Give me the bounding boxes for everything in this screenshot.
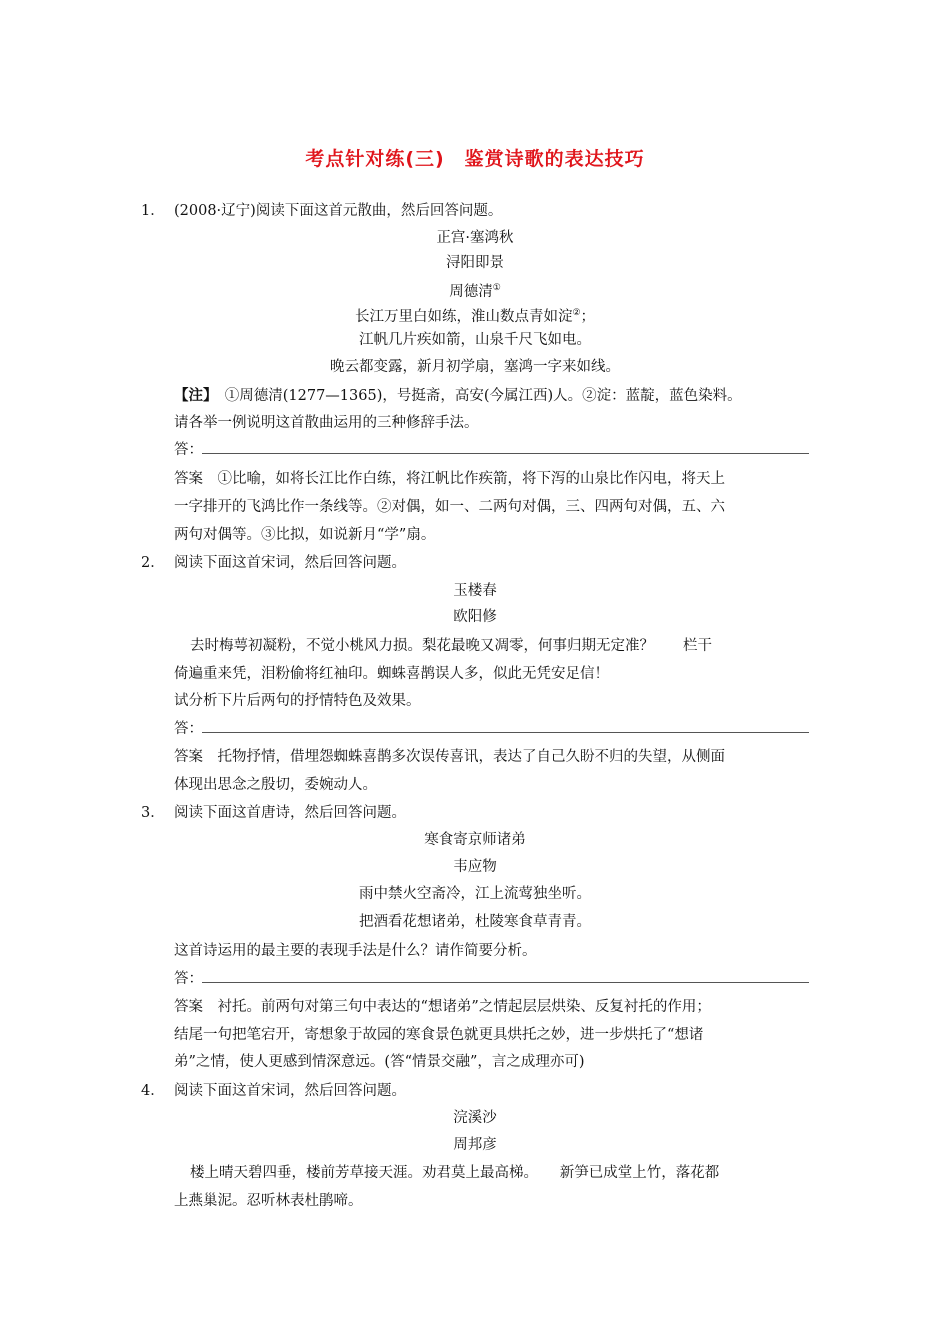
poem-title: 玉楼春 <box>453 583 497 599</box>
poem-line-text: 长江万里白如练，淮山数点青如淀 <box>354 309 573 325</box>
answer-rule <box>202 453 809 454</box>
question-number: 3． <box>141 805 165 821</box>
poem-line: 晚云都变露，新月初学扇，塞鸿一字来如线。 <box>330 359 620 375</box>
question-text: 这首诗运用的最主要的表现手法是什么？请作简要分析。 <box>174 943 537 959</box>
poem-line: 江帆几片疾如箭，山泉千尺飞如电。 <box>359 332 591 348</box>
answer-blank[interactable] <box>174 440 203 460</box>
footnote-marker: ② <box>572 308 581 318</box>
poem-title: 正宫·塞鸿秋 <box>436 230 514 246</box>
answer-text: 一字排开的飞鸿比作一条线等。②对偶，如一、二两句对偶，三、四两句对偶，五、六 <box>174 499 725 515</box>
answer-text: 答案 衬托。前两句对第三句中表达的“想诸弟”之情起层层烘染、反复衬托的作用； <box>174 999 711 1015</box>
answer-text: 结尾一句把笔宕开，寄想象于故园的寒食景色就更具烘托之妙，进一步烘托了“想诸 <box>174 1027 704 1043</box>
poem-author: 欧阳修 <box>453 609 497 625</box>
poem-author <box>0 278 950 302</box>
question-prompt: 阅读下面这首宋词，然后回答问题。 <box>174 1083 406 1099</box>
author-name: 周德清 <box>449 284 493 300</box>
answer-blank[interactable] <box>174 969 203 989</box>
answer-rule <box>202 732 809 733</box>
poem-title: 浣溪沙 <box>453 1110 497 1126</box>
poem-line: 把酒看花想诸弟，杜陵寒食草青青。 <box>359 914 591 930</box>
question-prompt: 阅读下面这首唐诗，然后回答问题。 <box>174 805 406 821</box>
question-number: 2． <box>141 555 165 571</box>
answer-text: 两句对偶等。③比拟，如说新月“学”扇。 <box>174 527 436 543</box>
answer-rule <box>202 982 809 983</box>
page-title: 考点针对练(三) 鉴赏诗歌的表达技巧 <box>305 148 645 170</box>
poem-text: 倚遍重来凭，泪粉偷将红袖印。蜘蛛喜鹊误人多，似此无凭安足信！ <box>174 666 609 682</box>
poem-text: 楼上晴天碧四垂，楼前芳草接天涯。劝君莫上最高梯。 新笋已成堂上竹，落花都 <box>190 1165 720 1181</box>
answer-text: 答案 托物抒情，借埋怨蜘蛛喜鹊多次误传喜讯，表达了自己久盼不归的失望，从侧面 <box>174 749 725 765</box>
question-text: 试分析下片后两句的抒情特色及效果。 <box>174 693 421 709</box>
poem-text: 上燕巢泥。忍听林表杜鹃啼。 <box>174 1193 363 1209</box>
answer-text: 答案 ①比喻，如将长江比作白练，将江帆比作疾箭，将下泻的山泉比作闪电，将天上 <box>174 471 725 487</box>
note-label: 【注】 <box>174 387 211 404</box>
answer-text: 体现出思念之殷切，委婉动人。 <box>174 777 377 793</box>
poem-author: 韦应物 <box>453 859 497 875</box>
poem-title: 寒食寄京师诸弟 <box>424 832 526 848</box>
question-number: 4． <box>141 1083 165 1099</box>
answer-label: 答： <box>174 721 203 737</box>
note <box>174 386 742 406</box>
poem-author: 周邦彦 <box>453 1137 497 1153</box>
answer-label: 答： <box>174 971 203 987</box>
footnote-marker: ① <box>492 283 501 293</box>
poem-line: 雨中禁火空斋冷，江上流莺独坐听。 <box>359 886 591 902</box>
answer-label: 答： <box>174 442 203 458</box>
poem-line-punct: ； <box>580 309 596 325</box>
poem-subtitle: 浔阳即景 <box>446 255 504 271</box>
answer-text: 弟”之情，使人更感到情深意远。(答“情景交融”，言之成理亦可) <box>174 1054 585 1070</box>
question-prompt: (2008·辽宁)阅读下面这首元散曲，然后回答问题。 <box>174 203 503 219</box>
poem-line <box>0 303 950 327</box>
question-prompt: 阅读下面这首宋词，然后回答问题。 <box>174 555 406 571</box>
answer-blank[interactable] <box>174 719 203 739</box>
question-text: 请各举一例说明这首散曲运用的三种修辞手法。 <box>174 415 479 431</box>
poem-text: 去时梅萼初凝粉，不觉小桃风力损。梨花最晚又凋零，何事归期无定准？ 栏干 <box>190 638 712 654</box>
note-text: ①周德清(1277—1365)，号挺斋，高安(今属江西)人。②淀：蓝靛，蓝色染料。 <box>210 388 742 404</box>
question-number: 1． <box>141 203 165 219</box>
